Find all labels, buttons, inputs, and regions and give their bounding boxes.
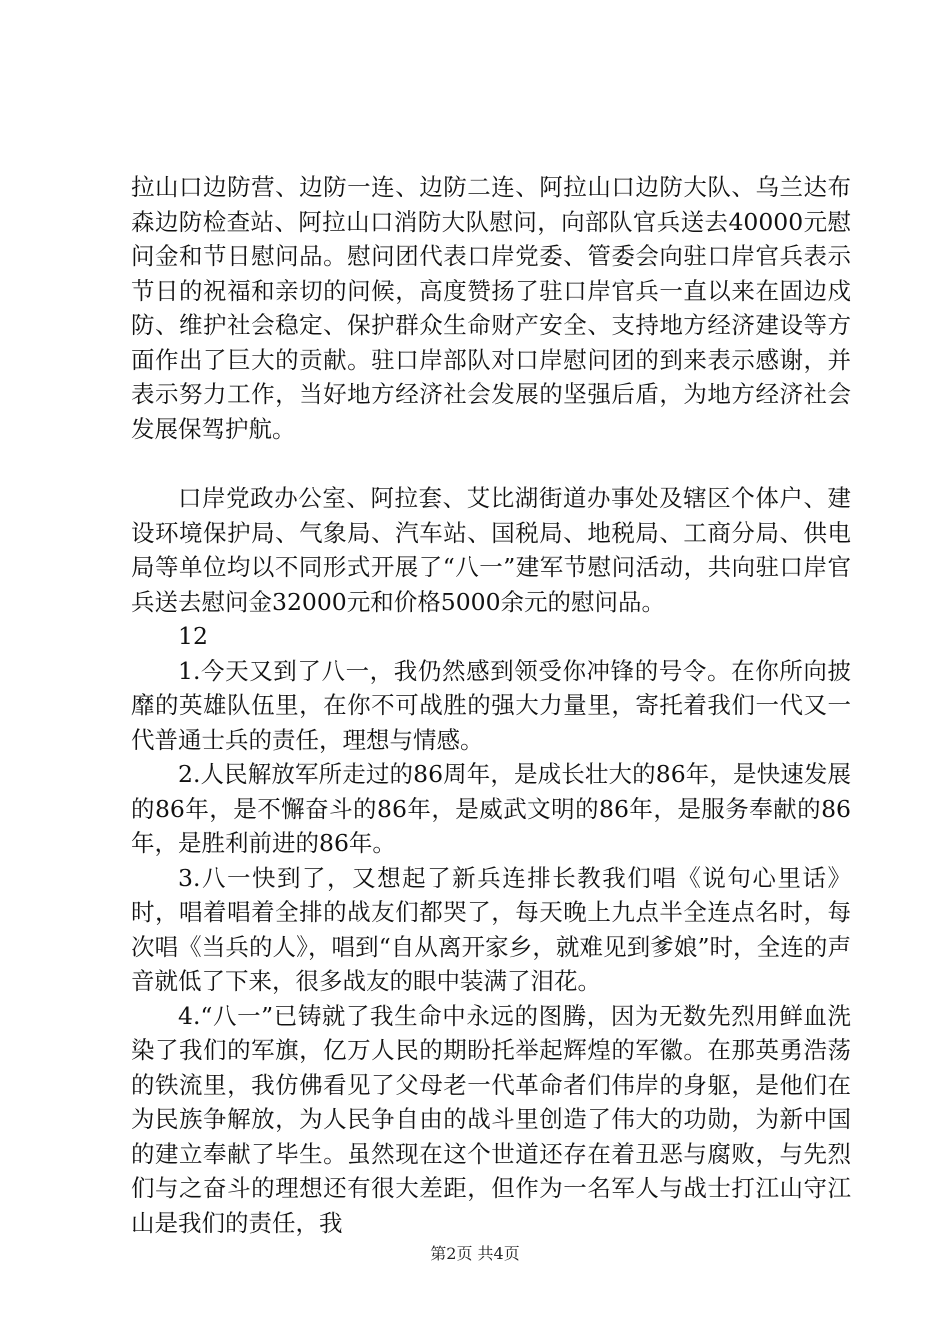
list-item-3: 3.八一快到了，又想起了新兵连排长教我们唱《说句心里话》时，唱着唱着全排的战友们都哭了，每天晚上九点半全连点名时，每次唱《当兵的人》，唱到“自从离开家乡，就难见到爹娘”时，全连的声音就低了下来，很多战友的眼中装满了泪花。 bbox=[131, 863, 851, 995]
page-footer: 第2页 共4页 bbox=[430, 1244, 520, 1263]
paragraph-consolation-troops: 拉山口边防营、边防一连、边防二连、阿拉山口边防大队、乌兰达布森边防检查站、阿拉山口消防大队慰问，向部队官兵送去40000元慰问金和节日慰问品。慰问团代表口岸党委、管委会向驻口岸官兵表示节日的祝福和亲切的问候，高度赞扬了驻口岸官兵一直以来在固边戍防、维护社会稳定、保护群众生命财产安全、支持地方经济建设等方面作出了巨大的贡献。驻口岸部队对口岸慰问团的到来表示感谢，并表示努力工作，当好地方经济社会发展的坚强后盾，为地方经济社会发展保驾护航。 bbox=[131, 173, 851, 443]
list-item-4: 4.“八一”已铸就了我生命中永远的图腾，因为无数先烈用鲜血洗染了我们的军旗，亿万人民的期盼托举起辉煌的军徽。在那英勇浩荡的铁流里，我仿佛看见了父母老一代革命者们伟岸的身躯，是他们在为民族争解放，为人民争自由的战斗里创造了伟大的功勋，为新中国的建立奉献了毕生。虽然现在这个世道还存在着丑恶与腐败，与先烈们与之奋斗的理想还有很大差距，但作为一名军人与战士打江山守江山是我们的责任，我 bbox=[131, 1001, 851, 1237]
paragraph-port-units: 口岸党政办公室、阿拉套、艾比湖街道办事处及辖区个体户、建设环境保护局、气象局、汽车站、国税局、地税局、工商分局、供电局等单位均以不同形式开展了“八一”建军节慰问活动，共向驻口岸官兵送去慰问金32000元和价格5000余元的慰问品。 bbox=[131, 484, 851, 616]
list-item-1: 1.今天又到了八一，我仍然感到领受你冲锋的号令。在你所向披靡的英雄队伍里，在你不可战胜的强大力量里，寄托着我们一代又一代普通士兵的责任，理想与情感。 bbox=[131, 656, 851, 754]
list-item-2: 2.人民解放军所走过的86周年，是成长壮大的86年，是快速发展的86年，是不懈奋斗的86年，是威武文明的86年，是服务奉献的86年，是胜利前进的86年。 bbox=[131, 760, 851, 857]
section-number: 12 bbox=[178, 622, 208, 650]
document-body bbox=[131, 170, 851, 1240]
paragraph-gap bbox=[131, 446, 851, 481]
